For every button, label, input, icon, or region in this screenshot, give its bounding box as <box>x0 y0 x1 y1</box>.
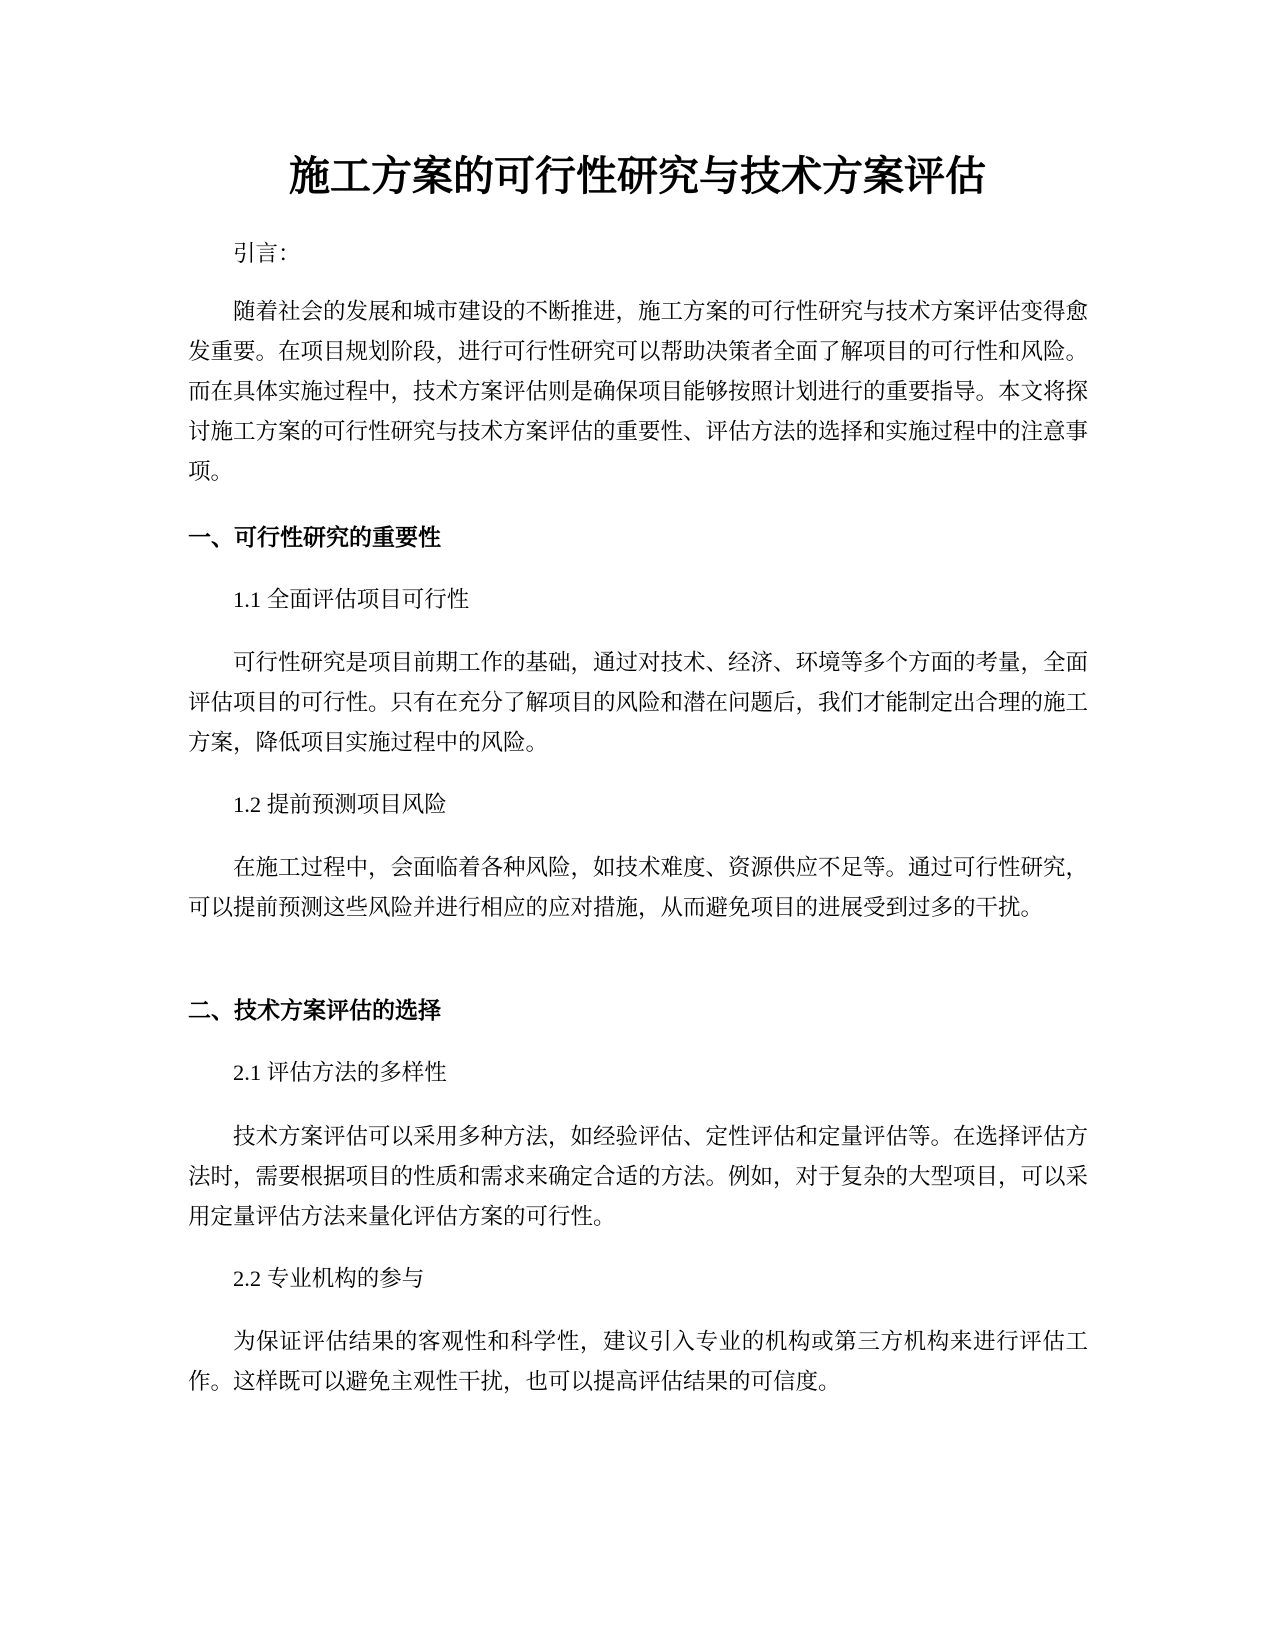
subsection-paragraph-1-2: 在施工过程中，会面临着各种风险，如技术难度、资源供应不足等。通过可行性研究，可以提前预测这些风险并进行相应的应对措施，从而避免项目的进展受到过多的干扰。 <box>188 855 1089 920</box>
section-heading-1: 一、可行性研究的重要性 <box>188 525 441 551</box>
subsection-heading-1-2: 1.2 提前预测项目风险 <box>233 792 447 817</box>
subsection-paragraph-2-1: 技术方案评估可以采用多种方法，如经验评估、定性评估和定量评估等。在选择评估方法时，需要根据项目的性质和需求来确定合适的方法。例如，对于复杂的大型项目，可以采用定量评估方法来量化评估方案的可行性。 <box>188 1124 1089 1229</box>
subsection-heading-2-1: 2.1 评估方法的多样性 <box>233 1060 447 1085</box>
section-heading-2: 二、技术方案评估的选择 <box>188 998 441 1024</box>
intro-label: 引言： <box>233 241 301 266</box>
intro-paragraph: 随着社会的发展和城市建设的不断推进，施工方案的可行性研究与技术方案评估变得愈发重要。在项目规划阶段，进行可行性研究可以帮助决策者全面了解项目的可行性和风险。而在具体实施过程中，技术方案评估则是确保项目能够按照计划进行的重要指导。本文将探讨施工方案的可行性研究与技术方案评估的重要性、评估方法的选择和实施过程中的注意事项。 <box>188 299 1089 484</box>
document-title: 施工方案的可行性研究与技术方案评估 <box>289 152 986 200</box>
subsection-heading-1-1: 1.1 全面评估项目可行性 <box>233 587 470 612</box>
subsection-paragraph-1-1: 可行性研究是项目前期工作的基础，通过对技术、经济、环境等多个方面的考量，全面评估项目的可行性。只有在充分了解项目的风险和潜在问题后，我们才能制定出合理的施工方案，降低项目实施过程中的风险。 <box>188 650 1089 755</box>
subsection-paragraph-2-2: 为保证评估结果的客观性和科学性，建议引入专业的机构或第三方机构来进行评估工作。这样既可以避免主观性干扰，也可以提高评估结果的可信度。 <box>188 1329 1088 1394</box>
subsection-heading-2-2: 2.2 专业机构的参与 <box>233 1266 425 1291</box>
